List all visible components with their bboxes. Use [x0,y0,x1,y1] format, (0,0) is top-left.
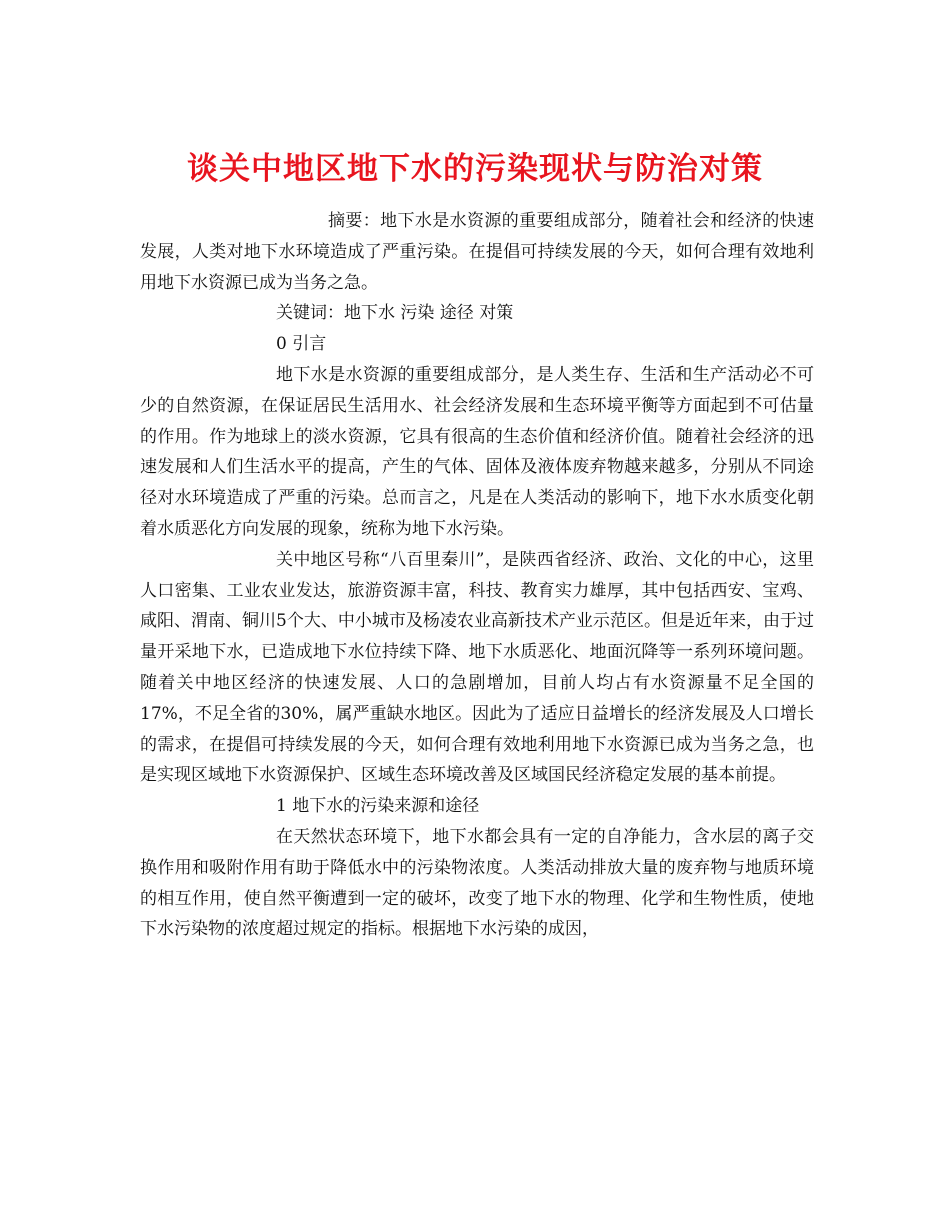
section-heading-introduction: 0 引言 [276,334,327,355]
abstract-paragraph: 摘要：地下水是水资源的重要组成部分，随着社会和经济的快速发展，人类对地下水环境造成了严重污染。在提倡可持续发展的今天，如何合理有效地利用地下水资源已成为当务之急。 [140,211,814,293]
document-body [140,206,814,945]
document-title: 谈关中地区地下水的污染现状与防治对策 [187,150,763,187]
section-heading-sources: 1 地下水的污染来源和途径 [276,796,480,817]
body-paragraph: 地下水是水资源的重要组成部分，是人类生存、生活和生产活动必不可少的自然资源，在保证居民生活用水、社会经济发展和生态环境平衡等方面起到不可估量的作用。作为地球上的淡水资源，它具有很高的生态价值和经济价值。随着社会经济的迅速发展和人们生活水平的提高，产生的气体、固体及液体废弃物越来越多，分别从不同途径对水环境造成了严重的污染。总而言之，凡是在人类活动的影响下，地下水水质变化朝着水质恶化方向发展的现象，统称为地下水污染。 [140,364,814,539]
body-paragraph: 关中地区号称“八百里秦川”，是陕西省经济、政治、文化的中心，这里人口密集、工业农业发达，旅游资源丰富，科技、教育实力雄厚，其中包括西安、宝鸡、咸阳、渭南、铜川5个大、中小城市及杨凌农业高新技术产业示范区。但是近年来，由于过量开采地下水，已造成地下水位持续下降、地下水质恶化、地面沉降等一系列环境问题。随着关中地区经济的快速发展、人口的急剧增加，目前人均占有水资源量不足全国的17%，不足全省的30%，属严重缺水地区。因此为了适应日益增长的经济发展及人口增长的需求，在提倡可持续发展的今天，如何合理有效地利用地下水资源已成为当务之急，也是实现区域地下水资源保护、区域生态环境改善及区域国民经济稳定发展的基本前提。 [140,549,814,786]
body-paragraph: 在天然状态环境下，地下水都会具有一定的自净能力，含水层的离子交换作用和吸附作用有助于降低水中的污染物浓度。人类活动排放大量的废弃物与地质环境的相互作用，使自然平衡遭到一定的破坏，改变了地下水的物理、化学和生物性质，使地下水污染物的浓度超过规定的指标。根据地下水污染的成因， [140,826,814,940]
keywords-line: 关键词：地下水 污染 途径 对策 [276,303,514,324]
